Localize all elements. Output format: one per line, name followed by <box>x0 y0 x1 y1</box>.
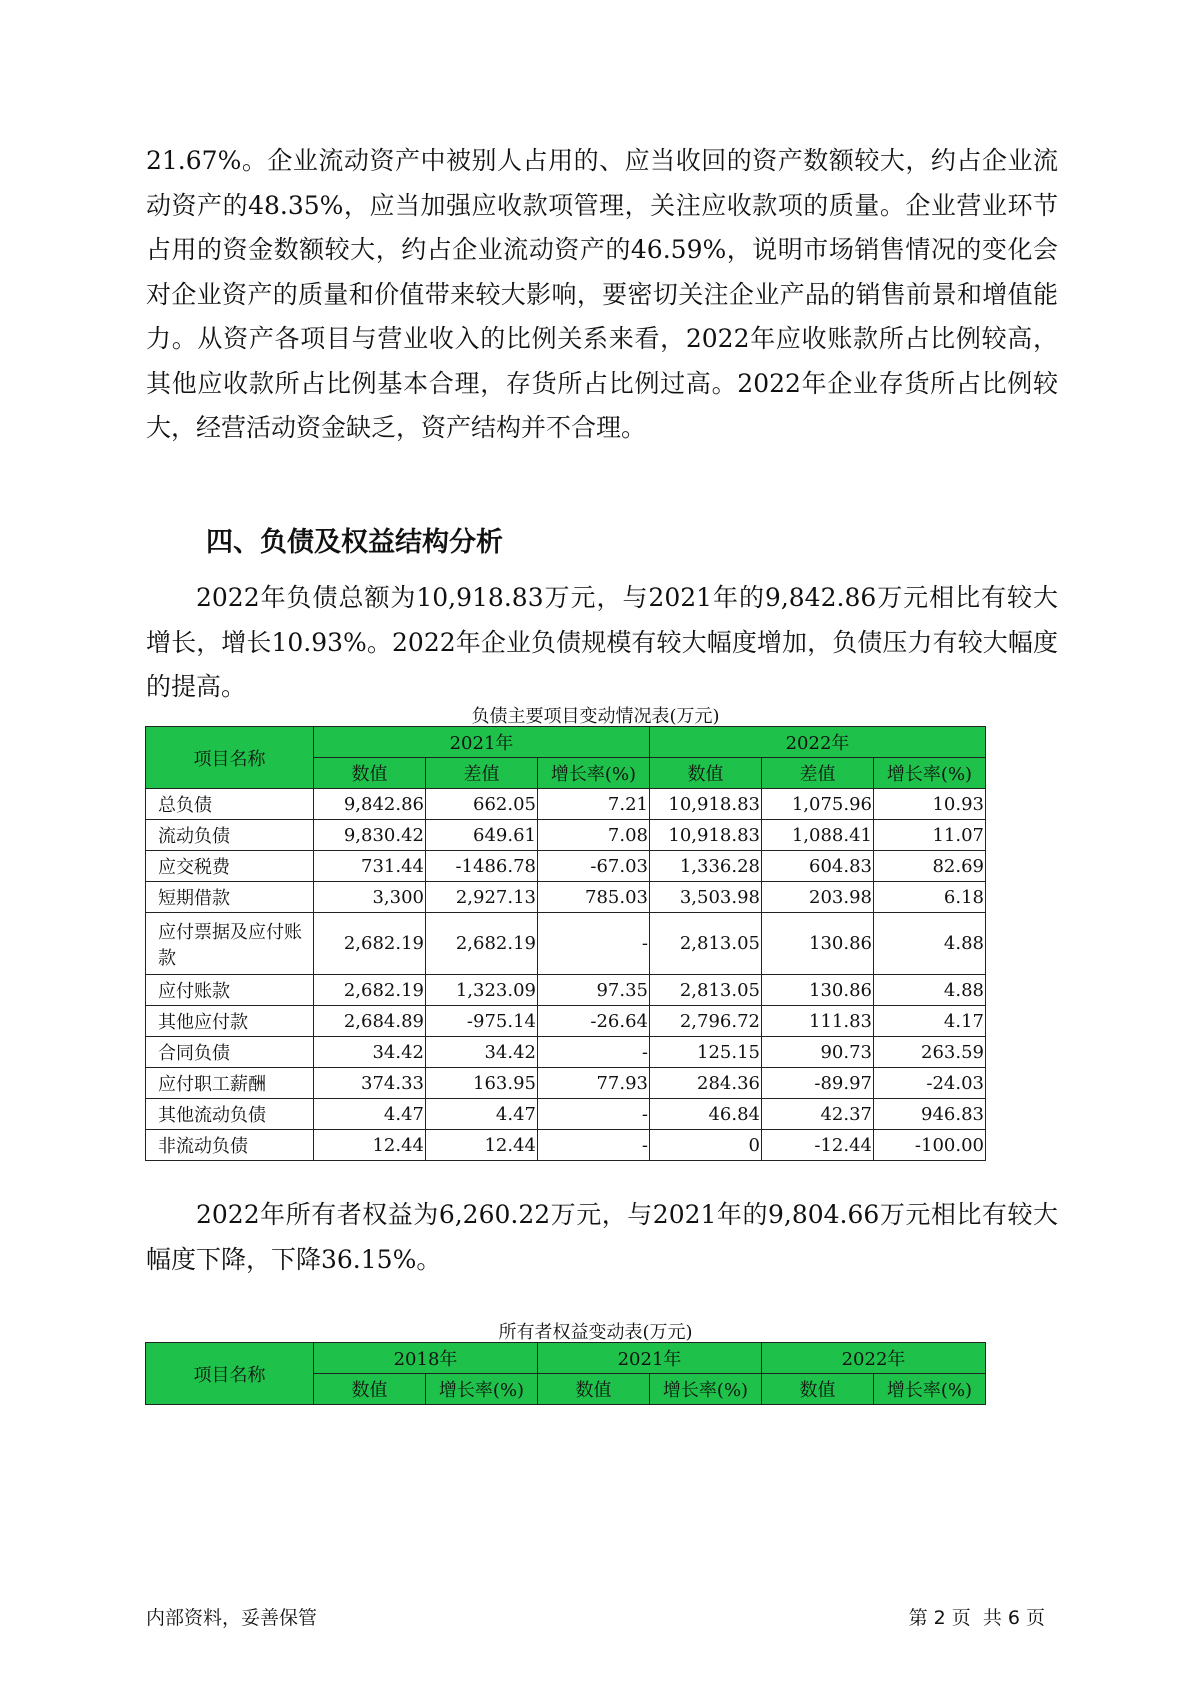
row-label: 总负债 <box>146 789 314 820</box>
table-cell: -26.64 <box>538 1006 650 1037</box>
row-label: 其他流动负债 <box>146 1099 314 1130</box>
table-cell: 130.86 <box>762 913 874 975</box>
table-cell: 1,323.09 <box>426 975 538 1006</box>
section-heading: 四、负债及权益结构分析 <box>206 527 503 558</box>
table-cell: 163.95 <box>426 1068 538 1099</box>
table-cell: 3,300 <box>314 882 426 913</box>
table-cell: 90.73 <box>762 1037 874 1068</box>
year-header-2022: 2022年 <box>650 727 986 758</box>
table-cell: 11.07 <box>874 820 986 851</box>
table-cell: 46.84 <box>650 1099 762 1130</box>
row-label: 短期借款 <box>146 882 314 913</box>
row-label: 非流动负债 <box>146 1130 314 1161</box>
table-cell: 6.18 <box>874 882 986 913</box>
col-header-value: 数值 <box>314 758 426 789</box>
table-cell: 3,503.98 <box>650 882 762 913</box>
table-cell: 2,927.13 <box>426 882 538 913</box>
col-header-growth: 增长率(%) <box>874 1374 986 1405</box>
table-cell: 77.93 <box>538 1068 650 1099</box>
row-label: 应交税费 <box>146 851 314 882</box>
table-row <box>146 882 986 913</box>
item-name-header: 项目名称 <box>146 1343 314 1405</box>
col-header-diff: 差值 <box>426 758 538 789</box>
table-cell: 0 <box>650 1130 762 1161</box>
table-cell: - <box>538 1130 650 1161</box>
table-cell: -975.14 <box>426 1006 538 1037</box>
table-cell: 2,796.72 <box>650 1006 762 1037</box>
table-cell: 10.93 <box>874 789 986 820</box>
table-row <box>146 1006 986 1037</box>
table-row <box>146 789 986 820</box>
row-label: 其他应付款 <box>146 1006 314 1037</box>
paragraph-asset-analysis: 21.67%。企业流动资产中被别人占用的、应当收回的资产数额较大，约占企业流动资产的48.35%，应当加强应收款项管理，关注应收款项的质量。企业营业环节占用的资金数额较大，约占企业流动资产的46.59%，说明市场销售情况的变化会对企业资产的质量和价值带来较大影响，要密切关注企业产品的销售前景和增值能力。从资产各项目与营业收入的比例关系来看，2022年应收账款所占比例较高，其他应收款所占比例基本合理，存货所占比例过高。2022年企业存货所占比例较大，经营活动资金缺乏，资产结构并不合理。 <box>146 146 1058 442</box>
table1-caption: 负债主要项目变动情况表(万元) <box>471 706 720 727</box>
year-header-2021: 2021年 <box>538 1343 762 1374</box>
table-cell: -1486.78 <box>426 851 538 882</box>
table-cell: 649.61 <box>426 820 538 851</box>
table-row <box>146 975 986 1006</box>
col-header-growth: 增长率(%) <box>426 1374 538 1405</box>
row-label: 应付票据及应付账款 <box>146 913 314 975</box>
table-cell: 2,682.19 <box>314 975 426 1006</box>
table-cell: - <box>538 1037 650 1068</box>
year-header-2022: 2022年 <box>762 1343 986 1374</box>
table-row <box>146 1099 986 1130</box>
row-label: 合同负债 <box>146 1037 314 1068</box>
table-cell: 10,918.83 <box>650 820 762 851</box>
table-cell: 2,813.05 <box>650 975 762 1006</box>
paragraph-equity-summary: 2022年所有者权益为6,260.22万元，与2021年的9,804.66万元相比有较大幅度下降，下降36.15%。 <box>146 1200 1058 1274</box>
table-cell: 946.83 <box>874 1099 986 1130</box>
table-cell: 785.03 <box>538 882 650 913</box>
year-header-2021: 2021年 <box>314 727 650 758</box>
table-cell: 4.47 <box>426 1099 538 1130</box>
table-cell: 1,336.28 <box>650 851 762 882</box>
table-cell: 9,830.42 <box>314 820 426 851</box>
table-cell: 4.17 <box>874 1006 986 1037</box>
table-cell: 2,682.19 <box>426 913 538 975</box>
table-cell: 82.69 <box>874 851 986 882</box>
footer-note: 内部资料，妥善保管 <box>146 1607 318 1629</box>
table-cell: 4.88 <box>874 913 986 975</box>
table-cell: 10,918.83 <box>650 789 762 820</box>
table-cell: 130.86 <box>762 975 874 1006</box>
table-cell: 34.42 <box>314 1037 426 1068</box>
equity-table <box>145 1342 986 1405</box>
table-cell: 731.44 <box>314 851 426 882</box>
table-cell: 7.21 <box>538 789 650 820</box>
liability-table <box>145 726 986 1161</box>
paragraph-liability-summary: 2022年负债总额为10,918.83万元，与2021年的9,842.86万元相比有较大增长，增长10.93%。2022年企业负债规模有较大幅度增加，负债压力有较大幅度的提高。 <box>146 583 1058 701</box>
table-cell: 12.44 <box>314 1130 426 1161</box>
table-cell: 1,088.41 <box>762 820 874 851</box>
row-label: 流动负债 <box>146 820 314 851</box>
table-cell: 97.35 <box>538 975 650 1006</box>
table-cell: 125.15 <box>650 1037 762 1068</box>
table-cell: 604.83 <box>762 851 874 882</box>
col-header-growth: 增长率(%) <box>650 1374 762 1405</box>
table-row <box>146 1130 986 1161</box>
col-header-value: 数值 <box>762 1374 874 1405</box>
table-row <box>146 1068 986 1099</box>
page-number: 第 2 页 共 6 页 <box>908 1607 1045 1629</box>
col-header-growth: 增长率(%) <box>538 758 650 789</box>
table-cell: 2,684.89 <box>314 1006 426 1037</box>
table-cell: 2,682.19 <box>314 913 426 975</box>
table-cell: 111.83 <box>762 1006 874 1037</box>
table-cell: 374.33 <box>314 1068 426 1099</box>
year-header-2018: 2018年 <box>314 1343 538 1374</box>
table-cell: -67.03 <box>538 851 650 882</box>
table-cell: 9,842.86 <box>314 789 426 820</box>
table-cell: 662.05 <box>426 789 538 820</box>
row-label: 应付账款 <box>146 975 314 1006</box>
table-row <box>146 913 986 975</box>
table-cell: 7.08 <box>538 820 650 851</box>
row-label: 应付职工薪酬 <box>146 1068 314 1099</box>
table-cell: 1,075.96 <box>762 789 874 820</box>
table-cell: -89.97 <box>762 1068 874 1099</box>
table-cell: 4.47 <box>314 1099 426 1130</box>
table-cell: 4.88 <box>874 975 986 1006</box>
table-cell: -12.44 <box>762 1130 874 1161</box>
col-header-diff: 差值 <box>762 758 874 789</box>
table-cell: 12.44 <box>426 1130 538 1161</box>
table-cell: 42.37 <box>762 1099 874 1130</box>
table-cell: - <box>538 913 650 975</box>
table-row <box>146 820 986 851</box>
table-cell: 263.59 <box>874 1037 986 1068</box>
table-cell: 34.42 <box>426 1037 538 1068</box>
table-row <box>146 1037 986 1068</box>
item-name-header: 项目名称 <box>146 727 314 789</box>
table-cell: - <box>538 1099 650 1130</box>
table2-caption: 所有者权益变动表(万元) <box>498 1322 693 1343</box>
col-header-value: 数值 <box>650 758 762 789</box>
table-cell: -100.00 <box>874 1130 986 1161</box>
table-row <box>146 851 986 882</box>
col-header-value: 数值 <box>314 1374 426 1405</box>
table-cell: 203.98 <box>762 882 874 913</box>
table-cell: 284.36 <box>650 1068 762 1099</box>
col-header-value: 数值 <box>538 1374 650 1405</box>
table-cell: -24.03 <box>874 1068 986 1099</box>
table-cell: 2,813.05 <box>650 913 762 975</box>
col-header-growth: 增长率(%) <box>874 758 986 789</box>
